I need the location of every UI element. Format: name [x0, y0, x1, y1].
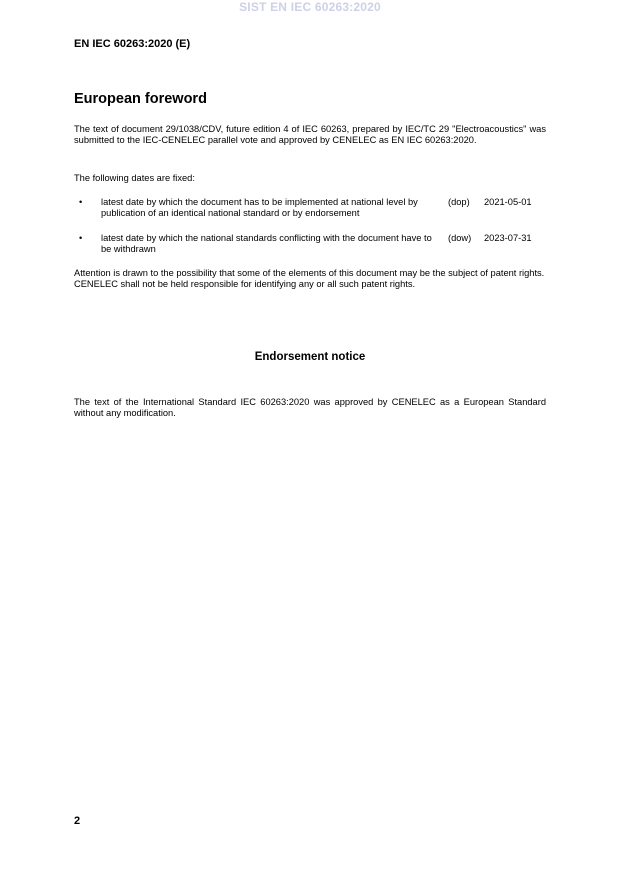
date-item-text: latest date by which the document has to be implemented at national level by publication of an identical national standard or by endorsement: [101, 197, 418, 218]
endorsement-heading: Endorsement notice: [254, 351, 366, 363]
foreword-heading: European foreword: [74, 91, 207, 107]
date-item-abbreviation: (dow): [448, 233, 472, 243]
page-number: 2: [74, 815, 81, 827]
bullet-icon: •: [79, 233, 83, 243]
watermark: SIST EN IEC 60263:2020: [239, 0, 381, 14]
endorsement-paragraph: The text of the International Standard IEC 60263:2020 was approved by CENELEC as a European Standard without any modification.: [74, 397, 546, 418]
dates-intro-paragraph: The following dates are fixed:: [74, 173, 195, 183]
document-id: EN IEC 60263:2020 (E): [74, 38, 191, 50]
date-item-date: 2021-05-01: [484, 197, 532, 207]
date-item-text: latest date by which the national standards conflicting with the document have to be withdrawn: [101, 233, 432, 254]
foreword-intro-paragraph: The text of document 29/1038/CDV, future edition 4 of IEC 60263, prepared by IEC/TC 29 "Electroacoustics" was submitted to the IEC-CENELEC parallel vote and approved by CENELEC as EN IEC 60263:2020.: [74, 124, 546, 145]
date-item-date: 2023-07-31: [484, 233, 532, 243]
patent-attention-paragraph: Attention is drawn to the possibility that some of the elements of this document may be the subject of patent rights. CENELEC shall not be held responsible for identifying any or all such patent rights.: [74, 268, 545, 289]
bullet-icon: •: [79, 197, 83, 207]
date-item-abbreviation: (dop): [448, 197, 470, 207]
